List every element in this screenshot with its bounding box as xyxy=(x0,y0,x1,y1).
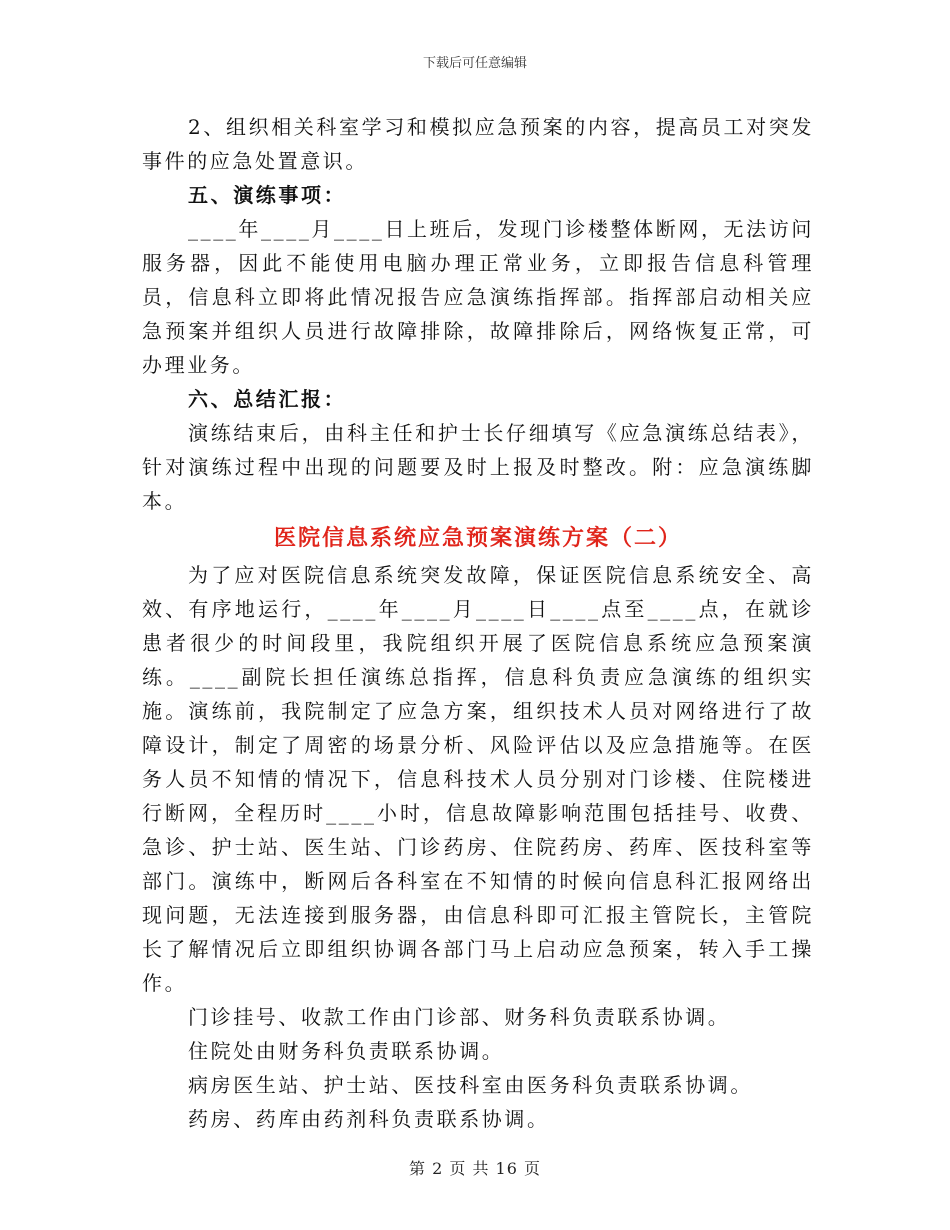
paragraph-item-2: 2、组织相关科室学习和模拟应急预案的内容，提高员工对突发事件的应急处置意识。 xyxy=(142,115,814,173)
paragraph-pharmacy: 药房、药库由药剂科负责联系协调。 xyxy=(188,1107,550,1131)
paragraph-ward: 病房医生站、护士站、医技科室由医务科负责联系协调。 xyxy=(188,1073,753,1097)
paragraph-drill-items: ____年____月____日上班后，发现门诊楼整体断网，无法访问服务器，因此不能使用电脑办理正常业务，立即报告信息科管理员，信息科立即将此情况报告应急演练指挥部。指挥部启动相关应急预案并组织人员进行故障排除，故障排除后，网络恢复正常，可办理业务。 xyxy=(142,217,814,377)
paragraph-intro: 为了应对医院信息系统突发故障，保证医院信息系统安全、高效、有序地运行，____年____月____日____点至____点，在就诊患者很少的时间段里，我院组织开展了医院信息系统应急预案演练。____副院长担任演练总指挥，信息科负责应急演练的组织实施。演练前，我院制定了应急方案，组织技术人员对网络进行了故障设计，制定了周密的场景分析、风险评估以及应急措施等。在医务人员不知情的情况下，信息科技术人员分别对门诊楼、住院楼进行断网，全程历时____小时，信息故障影响范围包括挂号、收费、急诊、护士站、医生站、门诊药房、住院药房、药库、医技科室等部门。演练中，断网后各科室在不知情的时候向信息科汇报网络出现问题，无法连接到服务器，由信息科即可汇报主管院长，主管院长了解情况后立即组织协调各部门马上启动应急预案，转入手工操作。 xyxy=(142,563,814,995)
document-title: 医院信息系统应急预案演练方案（二） xyxy=(273,525,682,551)
page-header: 下载后可任意编辑 xyxy=(422,56,527,71)
paragraph-summary: 演练结束后，由科主任和护士长仔细填写《应急演练总结表》，针对演练过程中出现的问题要及时上报及时整改。附：应急演练脚本。 xyxy=(142,421,814,513)
section-heading-summary: 六、总结汇报： xyxy=(188,387,347,411)
document-body xyxy=(142,110,814,1136)
section-heading-drill-items: 五、演练事项： xyxy=(188,183,347,207)
paragraph-inpatient: 住院处由财务科负责联系协调。 xyxy=(188,1039,505,1063)
paragraph-outpatient: 门诊挂号、收款工作由门诊部、财务科负责联系协调。 xyxy=(188,1005,731,1029)
page-footer: 第 2 页 共 16 页 xyxy=(409,1159,541,1178)
